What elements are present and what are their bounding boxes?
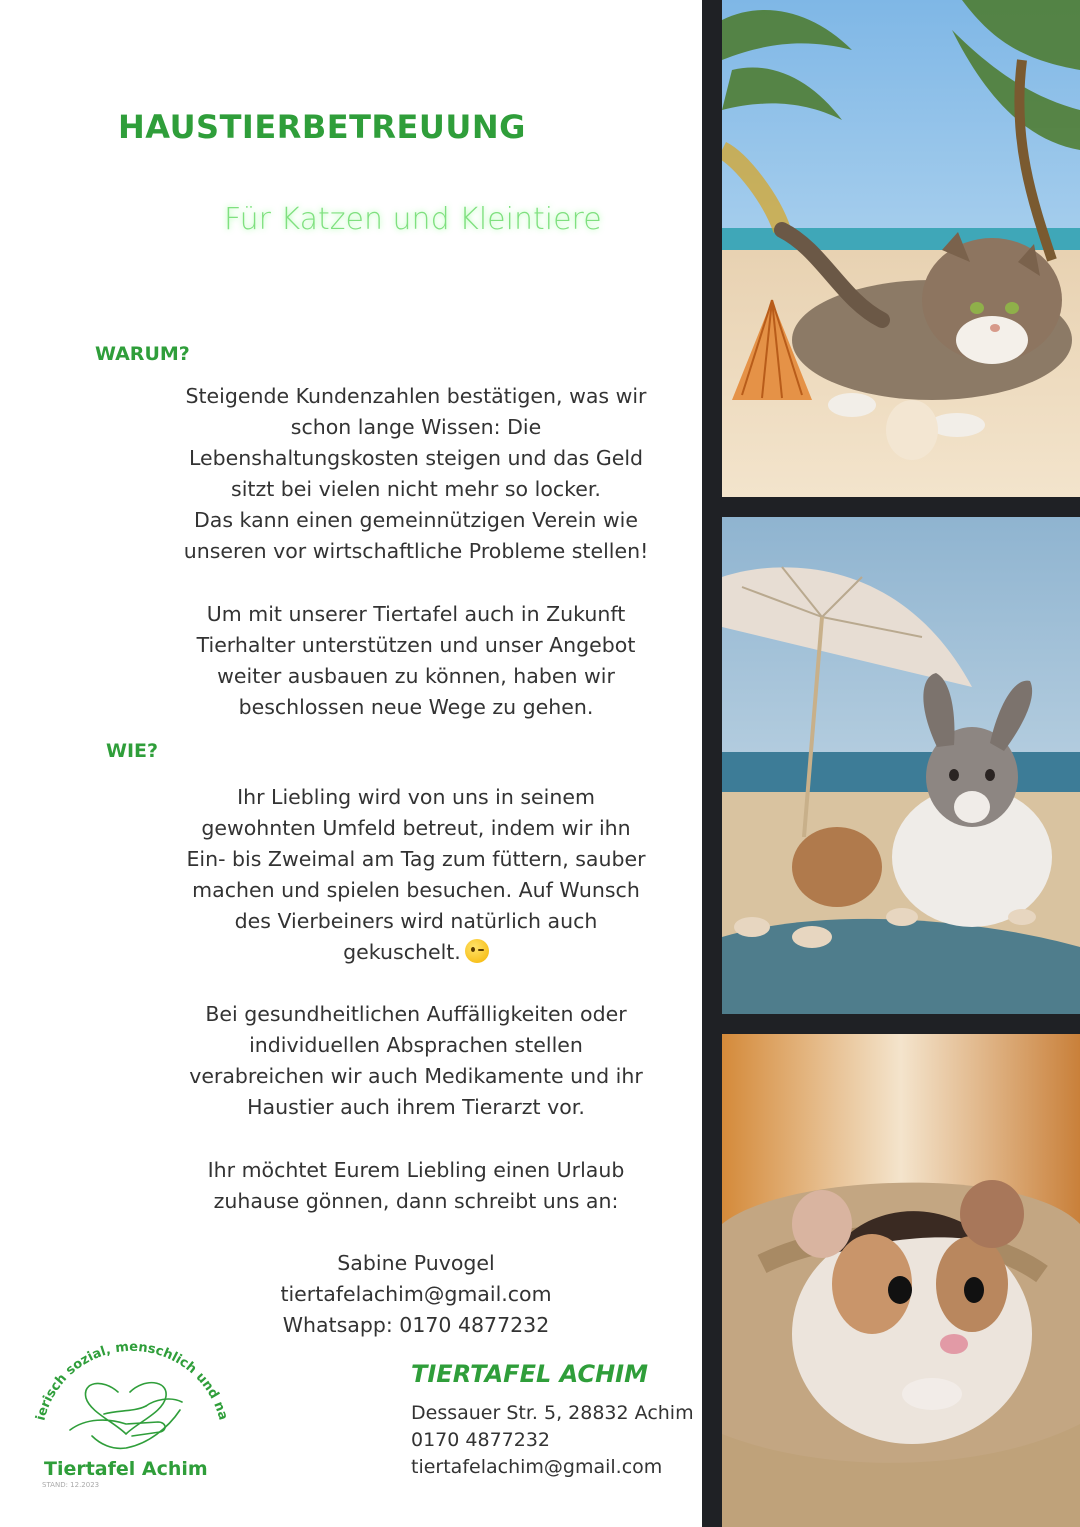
text-line: machen und spielen besuchen. Auf Wunsch bbox=[192, 878, 640, 902]
rabbit-photo bbox=[722, 517, 1080, 1014]
contact-whatsapp[interactable]: Whatsapp: 0170 4877232 bbox=[282, 1313, 550, 1337]
text-line: Um mit unserer Tiertafel auch in Zukunft bbox=[206, 602, 626, 626]
text-line: weiter ausbauen zu können, haben wir bbox=[217, 664, 615, 688]
logo-stand-date: STAND: 12.2023 bbox=[42, 1481, 100, 1489]
text-line: Tierhalter unterstützen und unser Angebot bbox=[196, 633, 636, 657]
wie-paragraph-2 bbox=[150, 999, 682, 1123]
svg-text:Tierisch sozial, menschlich un bbox=[30, 1318, 230, 1422]
contact-email-link[interactable]: tiertafelachim@gmail.com bbox=[280, 1282, 552, 1306]
warum-paragraph-2 bbox=[150, 599, 682, 723]
org-email-link[interactable]: tiertafelachim@gmail.com bbox=[411, 1456, 663, 1478]
wie-heading: WIE? bbox=[106, 740, 159, 762]
text-line: Ihr Liebling wird von uns in seinem bbox=[237, 785, 595, 809]
text-line: unseren vor wirtschaftliche Probleme stellen! bbox=[183, 539, 649, 563]
text-line: Ihr möchtet Eurem Liebling einen Urlaub bbox=[207, 1158, 625, 1182]
text-line: zuhause gönnen, dann schreibt uns an: bbox=[213, 1189, 619, 1213]
text-line: verabreichen wir auch Medikamente und ihr bbox=[189, 1064, 643, 1088]
text-line: Ein- bis Zweimal am Tag zum füttern, sauber bbox=[186, 847, 646, 871]
text-line: Lebenshaltungskosten steigen und das Geld bbox=[188, 446, 644, 470]
org-name: TIERTAFEL ACHIM bbox=[411, 1360, 648, 1388]
text-line: Bei gesundheitlichen Auffälligkeiten oder bbox=[205, 1002, 627, 1026]
text-line: des Vierbeiners wird natürlich auch bbox=[234, 909, 598, 933]
page-subtitle: Für Katzen und Kleintiere bbox=[224, 202, 602, 237]
org-phone[interactable]: 0170 4877232 bbox=[411, 1429, 551, 1451]
logo-name: Tiertafel Achim bbox=[44, 1458, 208, 1480]
text-line: sitzt bei vielen nicht mehr so locker. bbox=[231, 477, 601, 501]
contact-name: Sabine Puvogel bbox=[337, 1251, 495, 1275]
text-line: beschlossen neue Wege zu gehen. bbox=[238, 695, 594, 719]
text-line: gewohnten Umfeld betreut, indem wir ihn bbox=[201, 816, 631, 840]
org-address: Dessauer Str. 5, 28832 Achim bbox=[411, 1402, 694, 1424]
text-line-with-emoji bbox=[150, 937, 682, 968]
text-line: Das kann einen gemeinnützigen Verein wie bbox=[194, 508, 638, 532]
text-line: Steigende Kundenzahlen bestätigen, was wir bbox=[185, 384, 647, 408]
warum-paragraph-1 bbox=[150, 381, 682, 567]
text-line: individuellen Absprachen stellen bbox=[249, 1033, 583, 1057]
text-line: Haustier auch ihrem Tierarzt vor. bbox=[247, 1095, 585, 1119]
wie-paragraph-3 bbox=[150, 1155, 682, 1217]
text-line: schon lange Wissen: Die bbox=[290, 415, 542, 439]
warum-heading: WARUM? bbox=[95, 343, 190, 365]
hamster-photo bbox=[722, 1034, 1080, 1527]
cat-photo bbox=[722, 0, 1080, 497]
text-line: gekuschelt. bbox=[343, 940, 461, 964]
wie-paragraph-1 bbox=[150, 782, 682, 968]
winking-face-icon bbox=[465, 939, 489, 963]
page-title: HAUSTIERBETREUUNG bbox=[118, 108, 526, 146]
logo-arc-text: ierisch sozial, menschlich und na bbox=[33, 1339, 231, 1423]
